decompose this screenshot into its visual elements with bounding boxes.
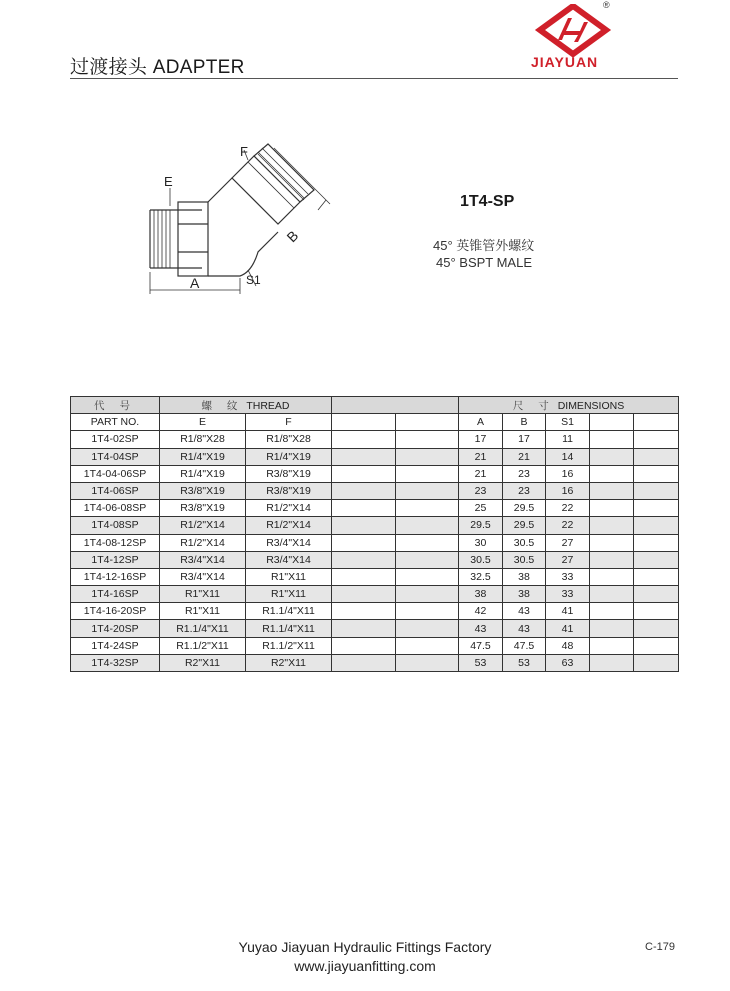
cell-empty (332, 603, 396, 620)
header-divider (70, 78, 678, 79)
cell-f: R1/8"X28 (246, 431, 332, 448)
cell-s1: 14 (546, 448, 590, 465)
cell-part: 1T4-24SP (71, 637, 160, 654)
cell-empty (634, 517, 679, 534)
cell-empty (634, 500, 679, 517)
cell-part: 1T4-08SP (71, 517, 160, 534)
cell-e: R3/8"X19 (160, 482, 246, 499)
page-title: 过渡接头 ADAPTER (70, 57, 245, 78)
cell-part: 1T4-32SP (71, 654, 160, 671)
table-row (71, 465, 679, 482)
cell-b: 38 (503, 568, 546, 585)
col-empty (590, 414, 634, 431)
cell-part: 1T4-20SP (71, 620, 160, 637)
col-f: F (246, 414, 332, 431)
cell-s1: 22 (546, 517, 590, 534)
cell-empty (396, 603, 459, 620)
cell-empty (332, 534, 396, 551)
cell-empty (396, 637, 459, 654)
cell-empty (634, 448, 679, 465)
cell-empty (396, 431, 459, 448)
cell-empty (332, 482, 396, 499)
table-row (71, 551, 679, 568)
cell-empty (396, 551, 459, 568)
cell-part: 1T4-12-16SP (71, 568, 160, 585)
col-s1: S1 (546, 414, 590, 431)
cell-s1: 16 (546, 482, 590, 499)
cell-f: R1.1/4"X11 (246, 603, 332, 620)
col-b: B (503, 414, 546, 431)
cell-a: 25 (459, 500, 503, 517)
cell-empty (590, 431, 634, 448)
cell-s1: 63 (546, 654, 590, 671)
cell-empty (332, 568, 396, 585)
cell-empty (634, 620, 679, 637)
cell-s1: 27 (546, 551, 590, 568)
cell-empty (332, 551, 396, 568)
cell-a: 29.5 (459, 517, 503, 534)
cell-b: 29.5 (503, 500, 546, 517)
cell-b: 43 (503, 620, 546, 637)
table-row (71, 517, 679, 534)
cell-f: R1"X11 (246, 586, 332, 603)
cell-a: 30 (459, 534, 503, 551)
cell-part: 1T4-06-08SP (71, 500, 160, 517)
page-number: C-179 (645, 941, 675, 953)
cell-empty (590, 620, 634, 637)
cell-empty (396, 586, 459, 603)
cell-b: 43 (503, 603, 546, 620)
cell-empty (590, 603, 634, 620)
col-e: E (160, 414, 246, 431)
col-a: A (459, 414, 503, 431)
dim-label-s1: S1 (246, 273, 261, 287)
cell-empty (590, 654, 634, 671)
cell-empty (396, 517, 459, 534)
cell-b: 29.5 (503, 517, 546, 534)
cell-a: 17 (459, 431, 503, 448)
cell-e: R2"X11 (160, 654, 246, 671)
table-column-header (71, 414, 679, 431)
cell-empty (332, 586, 396, 603)
cell-s1: 27 (546, 534, 590, 551)
cell-a: 21 (459, 465, 503, 482)
cell-e: R1/2"X14 (160, 534, 246, 551)
cell-part: 1T4-06SP (71, 482, 160, 499)
brand-name: JIAYUAN (531, 54, 599, 70)
cell-a: 32.5 (459, 568, 503, 585)
cell-f: R3/8"X19 (246, 482, 332, 499)
footer-company: Yuyao Jiayuan Hydraulic Fittings Factory (238, 939, 492, 955)
cell-empty (590, 551, 634, 568)
cell-f: R1.1/4"X11 (246, 620, 332, 637)
dim-label-a: A (190, 275, 200, 291)
header-empty-1 (332, 397, 459, 414)
cell-e: R1/4"X19 (160, 448, 246, 465)
cell-part: 1T4-04SP (71, 448, 160, 465)
col-empty (332, 414, 396, 431)
cell-f: R1"X11 (246, 568, 332, 585)
cell-empty (634, 637, 679, 654)
cell-e: R3/4"X14 (160, 568, 246, 585)
fitting-drawing (140, 140, 340, 300)
header-part-cn: 代 号 (71, 397, 160, 414)
cell-f: R1.1/2"X11 (246, 637, 332, 654)
cell-empty (634, 534, 679, 551)
cell-e: R3/4"X14 (160, 551, 246, 568)
cell-b: 38 (503, 586, 546, 603)
cell-a: 53 (459, 654, 503, 671)
product-desc-en: 45° BSPT MALE (436, 255, 533, 270)
cell-a: 21 (459, 448, 503, 465)
cell-empty (634, 654, 679, 671)
cell-empty (634, 482, 679, 499)
cell-empty (590, 500, 634, 517)
cell-a: 43 (459, 620, 503, 637)
cell-f: R2"X11 (246, 654, 332, 671)
cell-empty (332, 620, 396, 637)
cell-a: 30.5 (459, 551, 503, 568)
cell-empty (634, 431, 679, 448)
cell-s1: 33 (546, 568, 590, 585)
header-dimensions: 尺 寸 DIMENSIONS (459, 397, 679, 414)
cell-part: 1T4-04-06SP (71, 465, 160, 482)
product-desc-cn: 45° 英锥管外螺纹 (433, 238, 535, 253)
cell-a: 47.5 (459, 637, 503, 654)
cell-empty (590, 465, 634, 482)
cell-e: R1/2"X14 (160, 517, 246, 534)
table-row (71, 603, 679, 620)
cell-part: 1T4-08-12SP (71, 534, 160, 551)
dim-label-e: E (164, 174, 173, 189)
cell-empty (634, 568, 679, 585)
cell-e: R1.1/4"X11 (160, 620, 246, 637)
table-row (71, 620, 679, 637)
cell-empty (332, 431, 396, 448)
cell-empty (634, 465, 679, 482)
cell-part: 1T4-12SP (71, 551, 160, 568)
cell-b: 17 (503, 431, 546, 448)
cell-a: 38 (459, 586, 503, 603)
cell-a: 42 (459, 603, 503, 620)
cell-e: R1"X11 (160, 603, 246, 620)
cell-empty (332, 637, 396, 654)
cell-empty (396, 568, 459, 585)
cell-b: 21 (503, 448, 546, 465)
table-row (71, 482, 679, 499)
cell-a: 23 (459, 482, 503, 499)
cell-empty (396, 620, 459, 637)
cell-e: R3/8"X19 (160, 500, 246, 517)
cell-e: R1"X11 (160, 586, 246, 603)
spec-table (70, 396, 679, 672)
cell-f: R1/2"X14 (246, 500, 332, 517)
cell-empty (590, 586, 634, 603)
cell-empty (396, 654, 459, 671)
cell-s1: 16 (546, 465, 590, 482)
cell-part: 1T4-16-20SP (71, 603, 160, 620)
cell-e: R1.1/2"X11 (160, 637, 246, 654)
cell-empty (590, 517, 634, 534)
cell-empty (396, 465, 459, 482)
cell-e: R1/4"X19 (160, 465, 246, 482)
cell-empty (332, 500, 396, 517)
product-code: 1T4-SP (460, 193, 515, 210)
cell-s1: 48 (546, 637, 590, 654)
cell-empty (590, 637, 634, 654)
cell-b: 23 (503, 465, 546, 482)
cell-s1: 33 (546, 586, 590, 603)
cell-s1: 41 (546, 603, 590, 620)
cell-empty (590, 448, 634, 465)
cell-empty (332, 517, 396, 534)
dim-label-b: B (283, 227, 302, 246)
cell-b: 30.5 (503, 534, 546, 551)
table-row (71, 586, 679, 603)
header-thread: 螺 纹 THREAD (160, 397, 332, 414)
cell-part: 1T4-02SP (71, 431, 160, 448)
cell-empty (396, 534, 459, 551)
col-empty (396, 414, 459, 431)
cell-b: 53 (503, 654, 546, 671)
col-part-no: PART NO. (71, 414, 160, 431)
cell-empty (590, 568, 634, 585)
cell-e: R1/8"X28 (160, 431, 246, 448)
table-row (71, 534, 679, 551)
cell-empty (332, 654, 396, 671)
cell-b: 30.5 (503, 551, 546, 568)
cell-empty (634, 603, 679, 620)
cell-empty (332, 465, 396, 482)
table-row (71, 448, 679, 465)
cell-empty (396, 482, 459, 499)
cell-b: 23 (503, 482, 546, 499)
cell-empty (590, 482, 634, 499)
cell-f: R1/4"X19 (246, 448, 332, 465)
cell-f: R3/4"X14 (246, 534, 332, 551)
table-row (71, 431, 679, 448)
cell-empty (332, 448, 396, 465)
cell-f: R3/8"X19 (246, 465, 332, 482)
table-row (71, 568, 679, 585)
dim-label-f: F (240, 144, 248, 159)
table-row (71, 654, 679, 671)
table-group-header (71, 397, 679, 414)
col-empty (634, 414, 679, 431)
cell-empty (396, 448, 459, 465)
cell-f: R3/4"X14 (246, 551, 332, 568)
cell-empty (590, 534, 634, 551)
table-row (71, 500, 679, 517)
cell-s1: 11 (546, 431, 590, 448)
cell-s1: 41 (546, 620, 590, 637)
cell-f: R1/2"X14 (246, 517, 332, 534)
cell-empty (634, 551, 679, 568)
footer-website: www.jiayuanfitting.com (294, 958, 436, 974)
cell-b: 47.5 (503, 637, 546, 654)
cell-s1: 22 (546, 500, 590, 517)
registered-mark: ® (603, 0, 610, 10)
cell-part: 1T4-16SP (71, 586, 160, 603)
cell-empty (634, 586, 679, 603)
cell-empty (396, 500, 459, 517)
table-row (71, 637, 679, 654)
